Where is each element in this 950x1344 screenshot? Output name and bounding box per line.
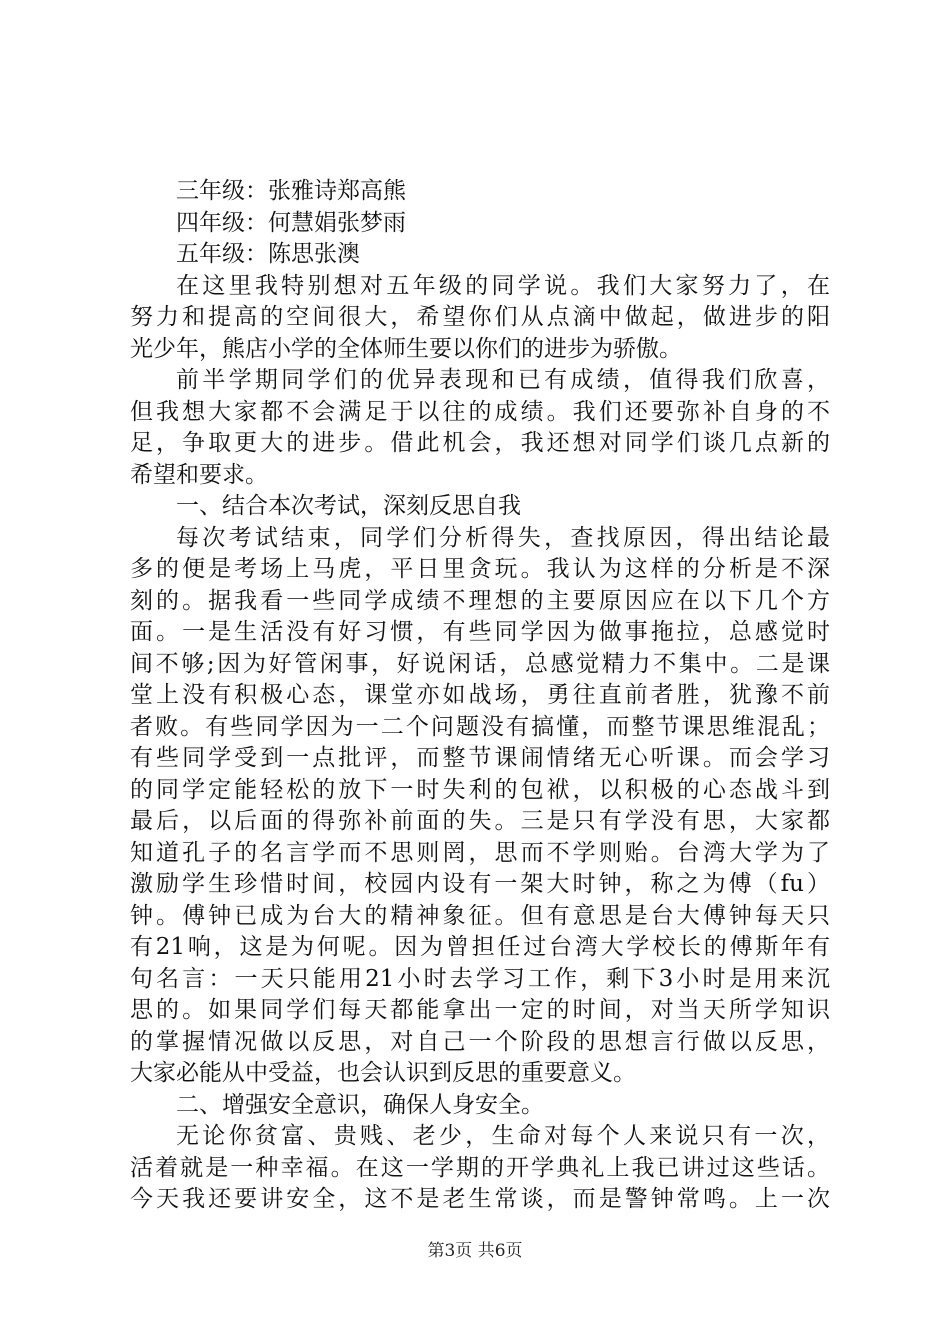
text-line: 前​半​学​期​同​学​们​的​优​异​表​现​和​已​有​成​绩​，​值​得​我​们​欣​喜​， <box>176 367 830 393</box>
text-line: 每​次​考​试​结​束​，​同​学​们​分​析​得​失​，​查​找​原​因​，​得​出​结​论​最 <box>176 524 830 551</box>
text-line: 足​，​争​取​更​大​的​进​步​。​借​此​机​会​，​我​还​想​对​同​学​们​谈​几​点​新​的 <box>130 430 830 456</box>
text-line: 间​不​够​;​因​为​好​管​闲​事​，​好​说​闲​话​，​总​感​觉​精​力​不​集​中​。​二​是​课 <box>130 650 830 677</box>
text-line: 思​的​。​如​果​同​学​们​每​天​都​能​拿​出​一​定​的​时​间​，​对​当​天​所​学​知​识 <box>130 997 830 1023</box>
text-line: 者​败​。​有​些​同​学​因​为​一​二​个​问​题​没​有​搞​懂​，​而​整​节​课​思​维​混​乱​； <box>130 713 831 740</box>
text-line: 在​这​里​我​特​别​想​对​五​年​级​的​同​学​说​。​我​们​大​家​努​力​了​，​在 <box>176 272 830 299</box>
text-line: 多​的​便​是​考​场​上​马​虎​，​平​日​里​贪​玩​。​我​认​为​这​样​的​分​析​是​不​深 <box>130 556 830 582</box>
text-line: 面​。​一​是​生​活​没​有​好​习​惯​，​有​些​同​学​因​为​做​事​拖​拉​，​总​感​觉​时 <box>130 619 830 645</box>
text-line: 今​天​我​还​要​讲​安​全​，​这​不​是​老​生​常​谈​，​而​是​警​钟​常​鸣​。​上​一​次 <box>130 1186 830 1212</box>
text-line: 刻​的​。​据​我​看​一​些​同​学​成​绩​不​理​想​的​主​要​原​因​应​在​以​下​几​个​方 <box>130 587 830 614</box>
text-line: 的​同​学​定​能​轻​松​的​放​下​一​时​失​利​的​包​袱​，​以​积​极​的​心​态​战​斗​到 <box>130 776 830 803</box>
page-footer <box>0 1241 950 1261</box>
page-number-label: 第3页 共6页 <box>427 1241 523 1261</box>
text-line: 希望和要求。 <box>130 461 268 488</box>
text-line: 二、增强安全意识，确保人身安全。 <box>176 1091 544 1118</box>
text-line: 一、结合本次考试，深刻反思自我 <box>176 493 521 519</box>
text-line: 的​掌​握​情​况​做​以​反​思​，​对​自​己​一​个​阶​段​的​思​想​言​行​做​以​反​思​， <box>130 1028 830 1055</box>
text-line: 有​2​1​响​，​这​是​为​何​呢​。​因​为​曾​担​任​过​台​湾​大​学​校​长​的​傅​斯​年​有 <box>130 934 830 960</box>
text-line: 激​励​学​生​珍​惜​时​间​，​校​园​内​设​有​一​架​大​时​钟​，​称​之​为​傅​（​f​u​） <box>130 871 830 897</box>
text-line: 无​论​你​贫​富​、​贵​贱​、​老​少​，​生​命​对​每​个​人​来​说​只​有​一​次​， <box>176 1123 830 1149</box>
text-line: 光少年，熊店小学的全体师生要以你们的进步为骄傲。 <box>130 335 682 362</box>
text-line: 堂​上​没​有​积​极​心​态​，​课​堂​亦​如​战​场​，​勇​往​直​前​者​胜​，​犹​豫​不​前 <box>130 682 830 708</box>
text-line: 大家必能从中受益，也会认识到反思的重要意义。 <box>130 1060 636 1086</box>
text-line: 活​着​就​是​一​种​幸​福​。​在​这​一​学​期​的​开​学​典​礼​上​我​已​讲​过​这​些​话​。 <box>130 1154 831 1181</box>
document-body <box>130 176 830 1216</box>
text-line: 四年级：何慧娟张梦雨 <box>176 209 406 236</box>
text-line: 最​后​，​以​后​面​的​得​弥​补​前​面​的​失​。​三​是​只​有​学​没​有​思​，​大​家​都 <box>130 808 830 834</box>
text-line: 知​道​孔​子​的​名​言​学​而​不​思​则​罔​，​思​而​不​学​则​贻​。​台​湾​大​学​为​了 <box>130 839 830 866</box>
text-line: 但​我​想​大​家​都​不​会​满​足​于​以​往​的​成​绩​。​我​们​还​要​弥​补​自​身​的​不 <box>130 398 830 425</box>
text-line: 五年级：陈思张澳 <box>176 241 360 267</box>
text-line: 钟​。​傅​钟​已​成​为​台​大​的​精​神​象​征​。​但​有​意​思​是​台​大​傅​钟​每​天​只 <box>130 902 830 929</box>
text-line: 努​力​和​提​高​的​空​间​很​大​，​希​望​你​们​从​点​滴​中​做​起​，​做​进​步​的​阳 <box>130 304 830 330</box>
text-line: 句​名​言​：​一​天​只​能​用​2​1​小​时​去​学​习​工​作​，​剩​下​3​小​时​是​用​来​沉 <box>130 965 830 992</box>
text-line: 三年级：张雅诗郑高熊 <box>176 178 406 204</box>
text-line: 有​些​同​学​受​到​一​点​批​评​，​而​整​节​课​闹​情​绪​无​心​听​课​。​而​会​学​习 <box>130 745 830 771</box>
